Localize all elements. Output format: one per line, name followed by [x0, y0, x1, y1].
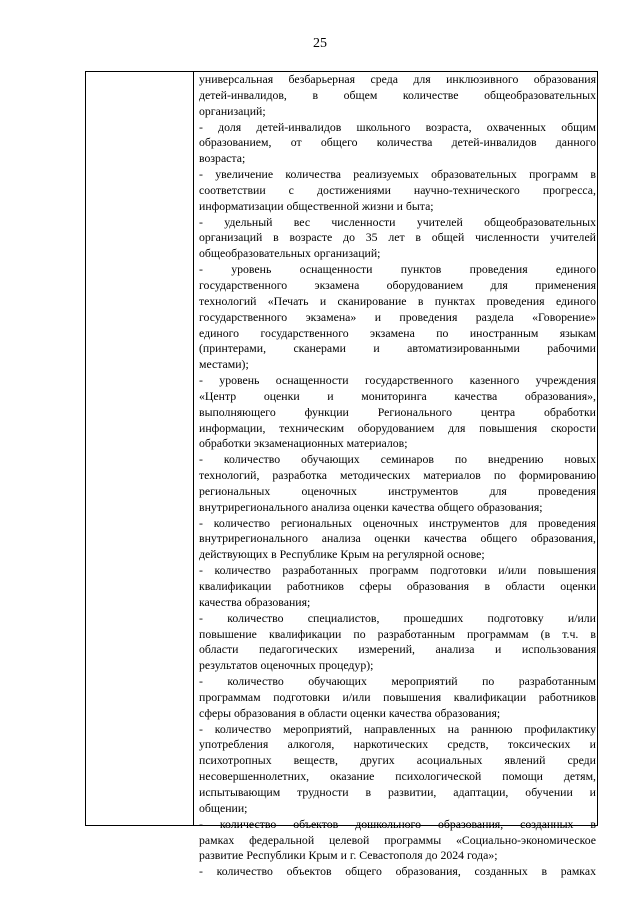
text-line: - количество обучающих мероприятий по разработанным — [199, 674, 596, 689]
text-line: организаций; — [199, 103, 266, 118]
text-line: информации, техническим оборудованием для повышения скорости — [199, 420, 596, 435]
text-line: - количество специалистов, прошедших подготовку и/или — [199, 610, 596, 625]
text-line: информатизации общественной жизни и быта; — [199, 198, 434, 213]
text-line: несовершеннолетних, оказание психологической помощи детям, — [199, 769, 596, 784]
text-line: - количество обучающих семинаров по внедрению новых — [199, 452, 596, 467]
text-line: - доля детей-инвалидов школьного возраста, охваченных общим — [199, 119, 596, 134]
text-line: организаций в возрасте до 35 лет в общей численности учителей — [199, 230, 596, 245]
text-line: повышение квалификации по разработанным программам (в т.ч. в — [199, 626, 596, 641]
text-line: - удельный вес численности учителей общеобразовательных — [199, 214, 596, 229]
text-line: программам подготовки и/или повышения квалификации работников — [199, 689, 596, 704]
table-left-cell — [86, 72, 194, 825]
text-line: государственного экзамена оборудованием для применения — [199, 277, 596, 292]
text-line: государственного экзамена» и проведения раздела «Говорение» — [199, 309, 596, 324]
text-line: единого государственного экзамена по иностранным языкам — [199, 325, 596, 340]
text-line: (принтерами, сканерами и автоматизированными рабочими — [199, 341, 596, 356]
table-text-cell — [194, 72, 597, 879]
text-line: области педагогических измерений, анализа и использования — [199, 642, 596, 657]
text-line: развитие Республики Крым и г. Севастополя до 2024 года»; — [199, 848, 498, 863]
text-line: - количество региональных оценочных инструментов для проведения — [199, 515, 596, 530]
text-line: технологий «Печать и сканирование в пунктах проведения единого — [199, 293, 596, 308]
text-line: квалификации работников сферы образования в области оценки — [199, 579, 596, 593]
text-line: - уровень оснащенности государственного казенного учреждения — [199, 373, 596, 388]
page-number: 25 — [313, 36, 327, 51]
text-line: универсальная безбарьерная среда для инклюзивного образования — [199, 72, 596, 86]
text-line: - увеличение количества реализуемых образовательных программ в — [199, 167, 596, 182]
text-line: общении; — [199, 800, 248, 815]
text-line: возраста; — [199, 151, 246, 166]
text-line: региональных оценочных инструментов для проведения — [199, 483, 596, 498]
text-line: внутрирегионального анализа оценки качества общего образования; — [199, 499, 543, 514]
text-line: технологий, разработка методических материалов по формированию — [199, 468, 596, 483]
text-line: внутрирегионального анализа оценки качества общего образования, — [199, 531, 596, 546]
text-line: результатов оценочных процедур); — [199, 658, 374, 673]
text-line: качества образования; — [199, 594, 311, 609]
text-line: сферы образования в области оценки качества образования; — [199, 705, 501, 720]
text-line: обработки экзаменационных материалов; — [199, 436, 408, 451]
text-line: «Центр оценки и мониторинга качества образования», — [199, 388, 596, 403]
text-line: рамках федеральной целевой программы «Социально-экономическое — [199, 832, 596, 847]
text-line: - количество объектов дошкольного образования, созданных в — [199, 816, 596, 831]
text-line: детей-инвалидов, в общем количестве общеобразовательных — [199, 87, 596, 102]
document-table — [85, 71, 598, 879]
text-line: действующих в Республике Крым на регулярной основе; — [199, 547, 485, 562]
text-line: образованием, от общего количества детей-инвалидов данного — [199, 135, 596, 150]
text-line: употребления алкоголя, наркотических средств, токсических и — [199, 737, 596, 752]
text-line: - количество разработанных программ подготовки и/или повышения — [199, 563, 596, 578]
text-line: испытывающим трудности в развитии, адаптации, обучении и — [199, 784, 596, 799]
text-line: выполняющего функции Регионального центра обработки — [199, 404, 596, 419]
text-line: общеобразовательных организаций; — [199, 246, 381, 261]
text-line: местами); — [199, 357, 249, 372]
text-line: - уровень оснащенности пунктов проведения единого — [199, 262, 596, 277]
text-line: - количество объектов общего образования, созданных в рамках — [199, 864, 596, 879]
text-line: психотропных веществ, других асоциальных явлений среди — [199, 753, 596, 768]
text-line: - количество мероприятий, направленных на раннюю профилактику — [199, 721, 596, 736]
text-line: соответствии с достижениями научно-технического прогресса, — [199, 182, 596, 197]
